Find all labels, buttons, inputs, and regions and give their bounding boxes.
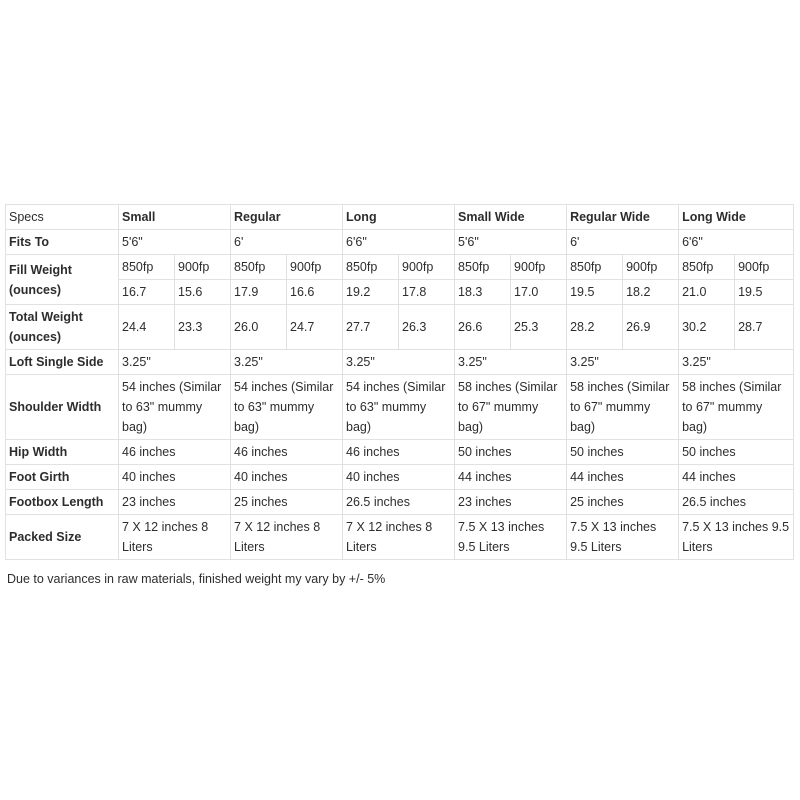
table-cell: 17.8 <box>399 280 455 305</box>
table-cell: 7.5 X 13 inches 9.5 Liters <box>567 515 679 560</box>
fp-label: 850fp <box>231 255 287 280</box>
table-cell: 15.6 <box>175 280 231 305</box>
table-cell: 3.25" <box>567 350 679 375</box>
header-regular: Regular <box>231 205 343 230</box>
table-cell: 18.2 <box>623 280 679 305</box>
fp-label: 900fp <box>175 255 231 280</box>
fp-label: 900fp <box>287 255 343 280</box>
table-cell: 40 inches <box>343 465 455 490</box>
table-cell: 23 inches <box>455 490 567 515</box>
row-label-foot-girth: Foot Girth <box>6 465 119 490</box>
specs-table <box>5 204 794 560</box>
table-cell: 50 inches <box>679 440 794 465</box>
table-cell: 24.7 <box>287 305 343 350</box>
row-label-hip-width: Hip Width <box>6 440 119 465</box>
table-cell: 25 inches <box>231 490 343 515</box>
table-cell: 58 inches (Similar to 67" mummy bag) <box>455 375 567 440</box>
header-regular-wide: Regular Wide <box>567 205 679 230</box>
table-cell: 3.25" <box>231 350 343 375</box>
table-row <box>6 280 794 305</box>
row-label-total-weight: Total Weight (ounces) <box>6 305 119 350</box>
table-cell: 30.2 <box>679 305 735 350</box>
table-cell: 25 inches <box>567 490 679 515</box>
table-header-row <box>6 205 794 230</box>
header-small: Small <box>119 205 231 230</box>
table-cell: 19.5 <box>735 280 794 305</box>
header-long-wide: Long Wide <box>679 205 794 230</box>
table-cell: 58 inches (Similar to 67" mummy bag) <box>567 375 679 440</box>
table-cell: 3.25" <box>679 350 794 375</box>
fp-label: 900fp <box>735 255 794 280</box>
table-cell: 23 inches <box>119 490 231 515</box>
table-cell: 7.5 X 13 inches 9.5 Liters <box>455 515 567 560</box>
table-cell: 21.0 <box>679 280 735 305</box>
row-label-loft: Loft Single Side <box>6 350 119 375</box>
header-small-wide: Small Wide <box>455 205 567 230</box>
table-row <box>6 230 794 255</box>
fp-label: 900fp <box>399 255 455 280</box>
table-cell: 26.6 <box>455 305 511 350</box>
table-cell: 6'6" <box>343 230 455 255</box>
table-cell: 3.25" <box>119 350 231 375</box>
table-cell: 40 inches <box>231 465 343 490</box>
row-label-fill-weight: Fill Weight (ounces) <box>6 255 119 305</box>
header-long: Long <box>343 205 455 230</box>
table-cell: 26.5 inches <box>679 490 794 515</box>
table-cell: 6' <box>231 230 343 255</box>
table-cell: 28.7 <box>735 305 794 350</box>
table-cell: 27.7 <box>343 305 399 350</box>
table-cell: 54 inches (Similar to 63" mummy bag) <box>343 375 455 440</box>
table-cell: 18.3 <box>455 280 511 305</box>
table-cell: 46 inches <box>231 440 343 465</box>
table-row <box>6 490 794 515</box>
row-label-packed-size: Packed Size <box>6 515 119 560</box>
table-cell: 7 X 12 inches 8 Liters <box>343 515 455 560</box>
row-label-footbox-length: Footbox Length <box>6 490 119 515</box>
table-cell: 44 inches <box>679 465 794 490</box>
table-cell: 26.0 <box>231 305 287 350</box>
table-cell: 16.7 <box>119 280 175 305</box>
table-cell: 23.3 <box>175 305 231 350</box>
table-cell: 6'6" <box>679 230 794 255</box>
table-cell: 50 inches <box>455 440 567 465</box>
table-cell: 46 inches <box>119 440 231 465</box>
table-cell: 5'6" <box>119 230 231 255</box>
table-row <box>6 375 794 440</box>
table-cell: 19.5 <box>567 280 623 305</box>
table-cell: 7 X 12 inches 8 Liters <box>231 515 343 560</box>
fp-label: 900fp <box>511 255 567 280</box>
table-row <box>6 305 794 350</box>
table-cell: 17.0 <box>511 280 567 305</box>
table-row <box>6 255 794 280</box>
table-cell: 25.3 <box>511 305 567 350</box>
row-label-fits-to: Fits To <box>6 230 119 255</box>
fp-label: 850fp <box>455 255 511 280</box>
fp-label: 900fp <box>623 255 679 280</box>
table-cell: 28.2 <box>567 305 623 350</box>
table-cell: 44 inches <box>455 465 567 490</box>
fp-label: 850fp <box>679 255 735 280</box>
table-cell: 50 inches <box>567 440 679 465</box>
fp-label: 850fp <box>343 255 399 280</box>
table-cell: 54 inches (Similar to 63" mummy bag) <box>119 375 231 440</box>
table-row <box>6 465 794 490</box>
fp-label: 850fp <box>567 255 623 280</box>
weight-variance-footnote: Due to variances in raw materials, finished weight my vary by +/- 5% <box>7 572 386 586</box>
table-cell: 26.9 <box>623 305 679 350</box>
fp-label: 850fp <box>119 255 175 280</box>
table-cell: 54 inches (Similar to 63" mummy bag) <box>231 375 343 440</box>
table-cell: 44 inches <box>567 465 679 490</box>
table-cell: 26.5 inches <box>343 490 455 515</box>
table-cell: 58 inches (Similar to 67" mummy bag) <box>679 375 794 440</box>
table-cell: 19.2 <box>343 280 399 305</box>
table-cell: 5'6" <box>455 230 567 255</box>
table-cell: 6' <box>567 230 679 255</box>
table-cell: 3.25" <box>343 350 455 375</box>
table-cell: 16.6 <box>287 280 343 305</box>
table-cell: 46 inches <box>343 440 455 465</box>
table-cell: 40 inches <box>119 465 231 490</box>
row-label-shoulder-width: Shoulder Width <box>6 375 119 440</box>
table-cell: 17.9 <box>231 280 287 305</box>
table-cell: 7 X 12 inches 8 Liters <box>119 515 231 560</box>
table-cell: 3.25" <box>455 350 567 375</box>
table-row <box>6 515 794 560</box>
table-row <box>6 350 794 375</box>
table-cell: 7.5 X 13 inches 9.5 Liters <box>679 515 794 560</box>
header-specs: Specs <box>6 205 119 230</box>
table-cell: 24.4 <box>119 305 175 350</box>
table-cell: 26.3 <box>399 305 455 350</box>
table-row <box>6 440 794 465</box>
